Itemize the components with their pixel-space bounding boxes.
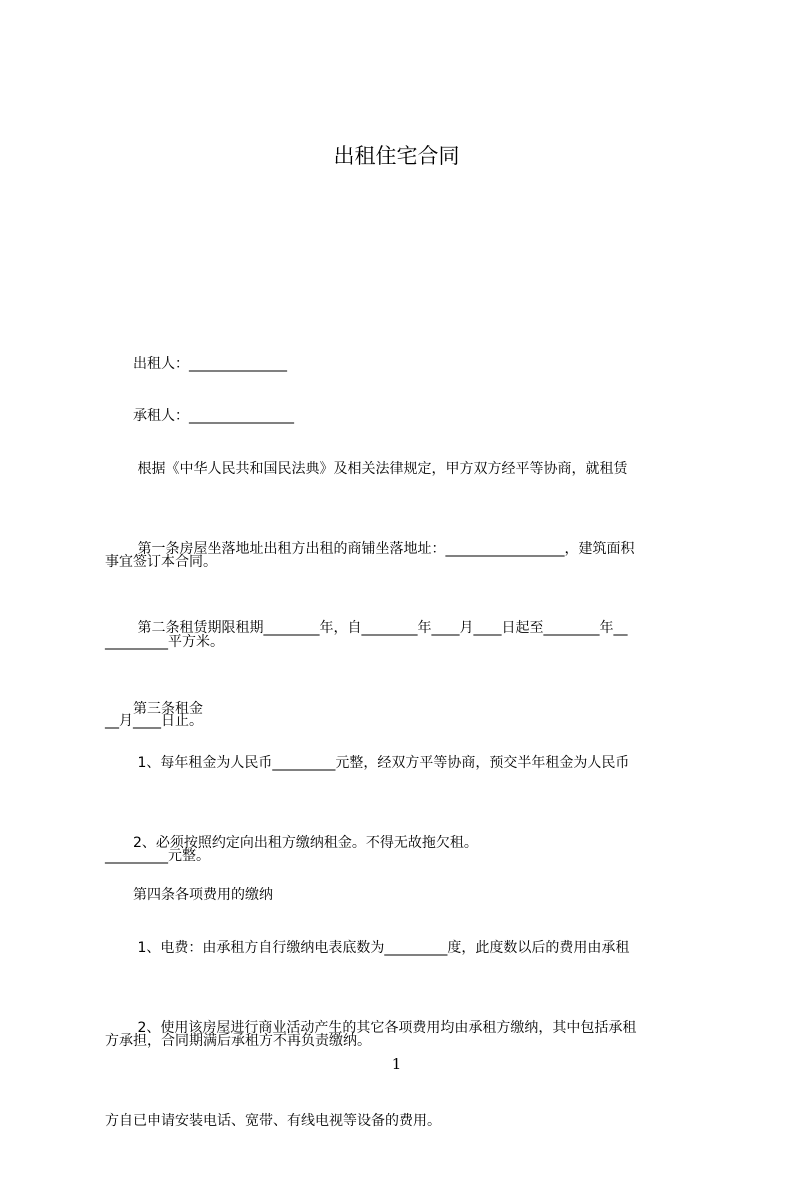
paragraph-line: 事宜签订本合同。	[105, 554, 217, 570]
paragraph-line: 2、必须按照约定向出租方缴纳租金。不得无故拖欠租。	[105, 835, 478, 851]
paragraph-line: __月____日止。	[105, 713, 203, 729]
paragraph-line: 方自已申请安装电话、宽带、有线电视等设备的费用。	[105, 1113, 441, 1129]
paragraph-line: 2、使用该房屋进行商业活动产生的其它各项费用均由承租方缴纳，其中包括承租	[105, 1020, 637, 1036]
paragraph-line: 第二条租赁期限租期________年，自________年____月____日起至________年__	[105, 620, 628, 636]
paragraph-line: _________元整。	[105, 848, 210, 864]
paragraph-line: 1、电费：由承租方自行缴纳电表底数为_________度，此度数以后的费用由承租	[105, 940, 630, 956]
paragraph-line: 根据《中华人民共和国民法典》及相关法律规定，甲方双方经平等协商，就租赁	[105, 461, 628, 477]
heading-text: 第三条租金	[105, 701, 203, 717]
paragraph-line: 1、每年租金为人民币_________元整，经双方平等协商，预交半年租金为人民币	[105, 755, 630, 771]
paragraph-line: _________平方米。	[105, 634, 224, 650]
fee-clause-2	[105, 951, 705, 1199]
paragraph-line: 方承担，合同期满后承租方不再负责缴纳。	[105, 1033, 371, 1049]
lessee-text: 承租人：_______________	[105, 408, 294, 424]
document-title: 出租住宅合同	[333, 144, 460, 168]
page-number: 1	[391, 1055, 402, 1073]
paragraph-line: 第一条房屋坐落地址出租方出租的商铺坐落地址：_________________，建筑面积	[105, 541, 635, 557]
lessor-text: 出租人：______________	[105, 356, 287, 372]
heading-text: 第四条各项费用的缴纳	[105, 887, 273, 903]
